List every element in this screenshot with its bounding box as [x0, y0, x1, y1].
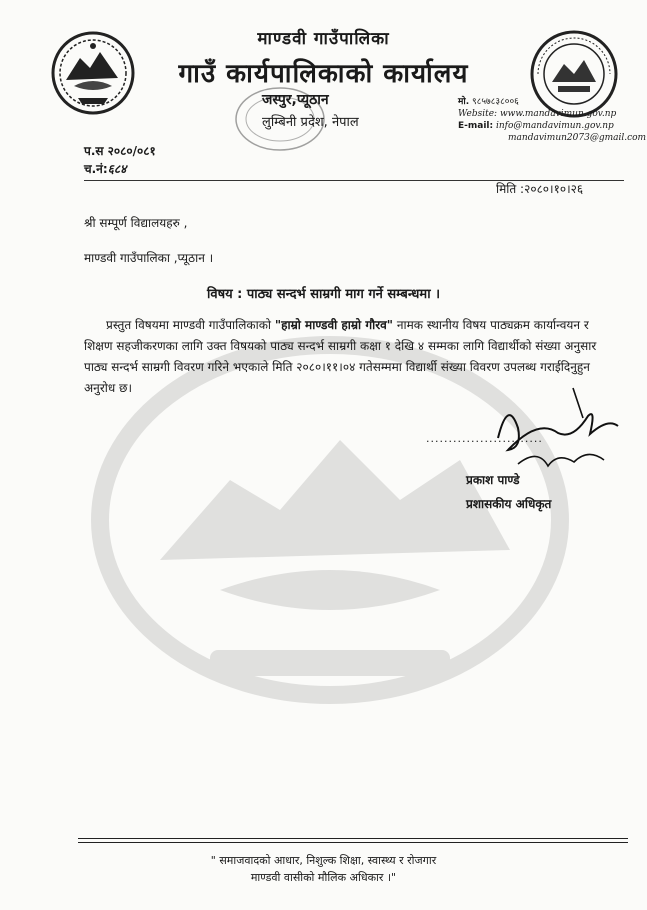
chalani-label: च.नं: [84, 162, 108, 176]
website-label: Website: [458, 109, 498, 119]
footer-slogan-line-2: माण्डवी वासीको मौलिक अधिकार ।" [250, 871, 397, 884]
municipality-name: माण्डवी गाउँपालिका [257, 29, 390, 49]
signatory-post: प्रशासकीय अधिकृत [466, 497, 552, 511]
contact-block [458, 96, 646, 144]
body-intro: प्रस्तुत विषयमा माण्डवी गाउँपालिकाको [106, 318, 275, 332]
body-quote: "हाम्रो माण्डवी हाम्रो गौरव" [274, 318, 394, 332]
email-link-2[interactable]: mandavimun2073@gmail.com [508, 133, 647, 143]
recipient-line-2: माण्डवी गाउँपालिका ,प्यूठान । [84, 251, 214, 265]
patra-sankhya: प.स २०८०/०८१ [84, 144, 156, 158]
letter-date: मिति :२०८०।१०।२६ [496, 182, 584, 196]
email-label: E-mail: [458, 121, 494, 131]
office-province: लुम्बिनी प्रदेश, नेपाल [262, 115, 359, 130]
chalani-number-row [84, 160, 126, 177]
office-title: गाउँ कार्यपालिकाको कार्यालय [178, 59, 469, 89]
letter-subject: विषय : पाठ्य सन्दर्भ साम्रगी माग गर्ने सम्बन्धमा । [206, 287, 441, 302]
email-link-1[interactable]: info@mandavimun.gov.np [495, 121, 614, 131]
office-location: जस्पुर,प्यूठान [262, 92, 329, 108]
website-link[interactable]: www.mandavimun.gov.np [499, 109, 617, 119]
footer-divider-top [78, 838, 628, 839]
signatory-name: प्रकाश पाण्डे [466, 473, 520, 487]
body-rest: नामक स्थानीय विषय पाठ्यक्रम कार्यान्वयन र शिक्षण सहजीकरणका लागि उक्त विषयको पाठ्य सन्दर्भ साम्रगी कक्षा १ देखि ४ सम्मका लागि विद्यार्थीको संख्या अनुसार पाठ्य सन्दर्भ साम्रगी विवरण गरिने भएकाले मिति २०८०।११।०४ गतेसम्ममा विद्यार्थी संख्या विवरण उपलब्ध गराईदिनुहुन अनुरोध छ। [84, 318, 597, 395]
signature-line: .......................... [426, 432, 543, 445]
phone-label: मो. [458, 97, 470, 107]
recipient-line-1: श्री सम्पूर्ण विद्यालयहरु , [84, 216, 188, 230]
footer-divider-bottom [78, 842, 628, 843]
phone-number: ९८५७८३८००६ [472, 97, 519, 107]
chalani-number: ६८४ [107, 162, 127, 176]
footer-slogan-line-1: " समाजवादको आधार, निशुल्क शिक्षा, स्वास्थ्य र रोजगार [210, 854, 437, 867]
